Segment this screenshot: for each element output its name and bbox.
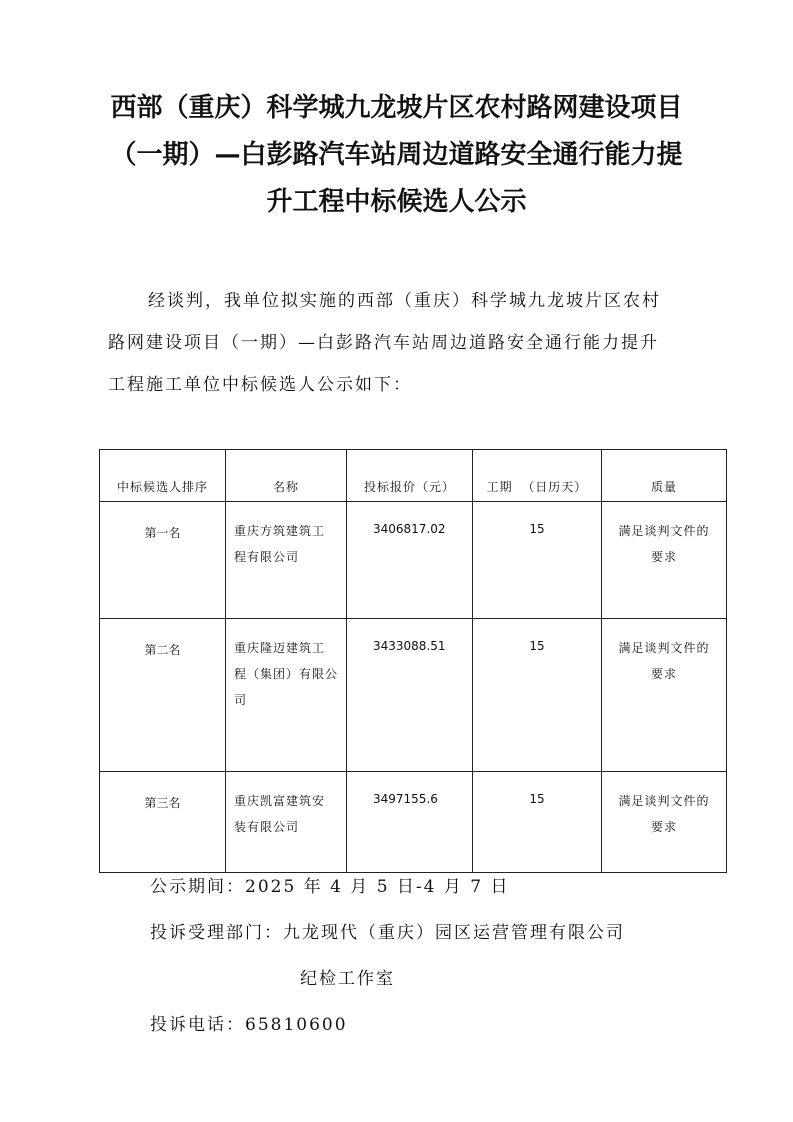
candidate-table xyxy=(99,449,727,873)
header-quality: 质量 xyxy=(602,450,727,502)
table-row xyxy=(100,502,727,619)
quality-cell xyxy=(602,772,727,873)
name-cell xyxy=(226,772,347,873)
quality-line: 满足谈判文件的 xyxy=(618,641,710,655)
price-cell: 3406817.02 xyxy=(347,502,473,619)
table-header-row xyxy=(100,450,727,502)
price-cell: 3433088.51 xyxy=(347,619,473,772)
complaint-phone: 投诉电话：65810600 xyxy=(150,1015,348,1035)
intro-line-2: 路网建设项目（一期）—白彭路汽车站周边道路安全通行能力提升 xyxy=(108,333,659,353)
title-line-1: 西部（重庆）科学城九龙坡片区农村路网建设项目 xyxy=(110,93,683,123)
name-line: 司 xyxy=(234,693,248,707)
rank-cell: 第一名 xyxy=(100,502,226,619)
quality-cell xyxy=(602,619,727,772)
rank-cell: 第二名 xyxy=(100,619,226,772)
table-row xyxy=(100,772,727,873)
name-cell xyxy=(226,619,347,772)
publicity-period: 公示期间：2025 年 4 月 5 日-4 月 7 日 xyxy=(150,877,510,897)
name-line: 重庆凯富建筑安 xyxy=(234,794,326,808)
table-row xyxy=(100,619,727,772)
quality-line: 要求 xyxy=(650,550,677,564)
header-name: 名称 xyxy=(226,450,347,502)
name-line: 程（集团）有限公 xyxy=(234,667,339,681)
complaint-department: 投诉受理部门：九龙现代（重庆）园区运营管理有限公司 xyxy=(150,923,625,943)
quality-line: 满足谈判文件的 xyxy=(618,794,710,808)
header-rank: 中标候选人排序 xyxy=(100,450,226,502)
quality-line: 要求 xyxy=(650,820,677,834)
rank-cell: 第三名 xyxy=(100,772,226,873)
intro-paragraph xyxy=(108,280,728,406)
period-cell: 15 xyxy=(473,772,602,873)
page-title xyxy=(60,85,733,226)
header-period: 工期 （日历天） xyxy=(473,450,602,502)
period-cell: 15 xyxy=(473,619,602,772)
quality-line: 满足谈判文件的 xyxy=(618,524,710,538)
complaint-department-line-2: 纪检工作室 xyxy=(300,969,395,989)
intro-line-1: 经谈判，我单位拟实施的西部（重庆）科学城九龙坡片区农村 xyxy=(148,291,661,311)
quality-cell xyxy=(602,502,727,619)
header-price: 投标报价（元） xyxy=(347,450,473,502)
title-line-2: （一期）—白彭路汽车站周边道路安全通行能力提 xyxy=(110,140,683,170)
name-line: 重庆方筑建筑工 xyxy=(234,524,326,538)
name-cell xyxy=(226,502,347,619)
period-cell: 15 xyxy=(473,502,602,619)
name-line: 装有限公司 xyxy=(234,820,300,834)
price-cell: 3497155.6 xyxy=(347,772,473,873)
title-line-3: 升工程中标候选人公示 xyxy=(266,187,527,217)
intro-line-3: 工程施工单位中标候选人公示如下： xyxy=(108,375,412,395)
quality-line: 要求 xyxy=(650,667,677,681)
name-line: 程有限公司 xyxy=(234,550,300,564)
name-line: 重庆隆迈建筑工 xyxy=(234,641,326,655)
